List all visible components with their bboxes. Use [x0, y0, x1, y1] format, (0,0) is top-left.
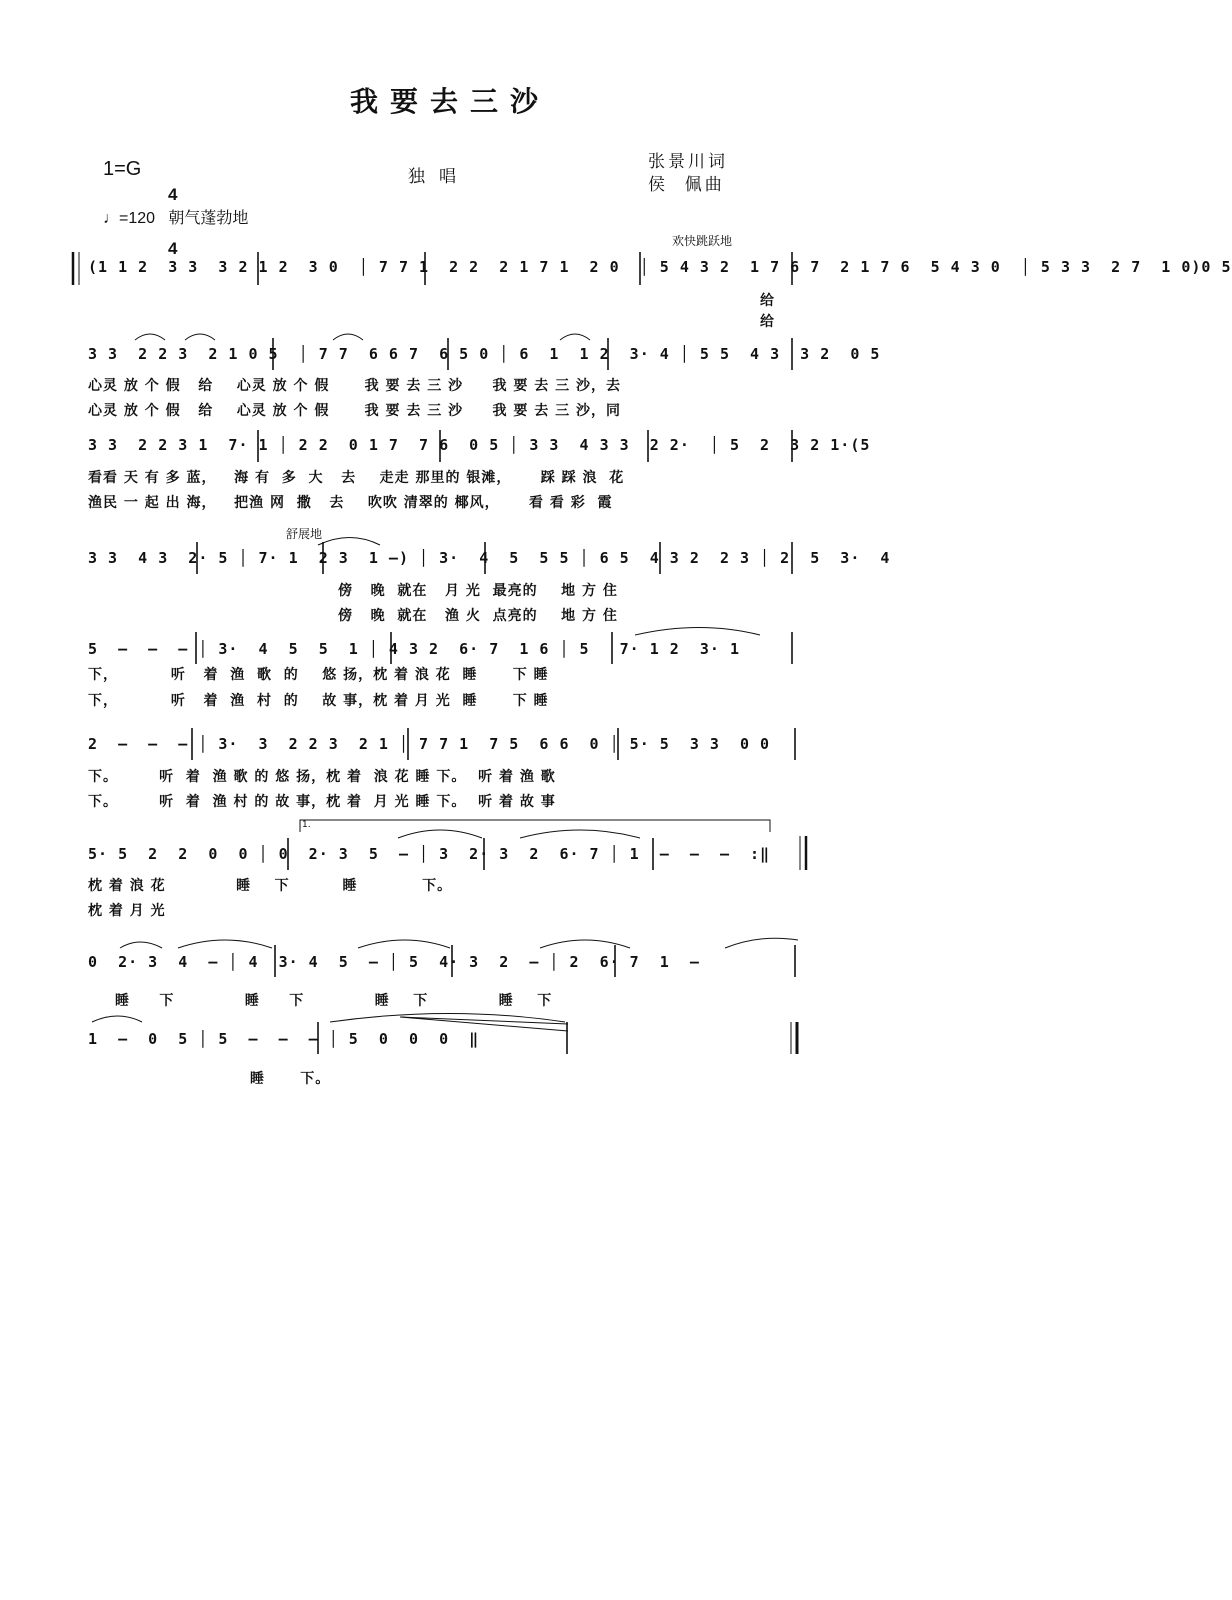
- lyric-line-2a: 心灵 放 个 假 给 心灵 放 个 假 我 要 去 三 沙 我 要 去 三 沙，去: [88, 378, 621, 394]
- slur: [725, 938, 798, 948]
- volta-bracket: [300, 820, 770, 832]
- slur: [398, 830, 482, 838]
- notation-line-8: 0 2· 3 4 – │ 4 3· 4 5 – │ 5 4· 3 2 – │ 2 6· 7 1 –: [88, 953, 700, 971]
- slur: [333, 334, 363, 340]
- slur: [120, 942, 162, 948]
- notation-line-3: 3 3 2 2 3 1 7· 1 │ 2 2 0 1 7 7 6 0 5 │ 3 3 4 3 3 2 2· │ 5 2 3 2 1·(5: [88, 436, 871, 454]
- volta-label: 1.: [302, 820, 311, 830]
- slur: [178, 940, 272, 948]
- expression-lively: 欢快跳跃地: [672, 234, 733, 248]
- slur: [92, 1016, 142, 1022]
- slur: [520, 830, 640, 838]
- song-title: 我要去三沙: [349, 85, 550, 118]
- lyricist-credit: 张景川词: [648, 152, 728, 172]
- lyric-line-5a: 下， 听 着 渔 歌 的 悠 扬，枕 着 浪 花 睡 下 睡: [88, 667, 549, 683]
- notation-line-7: 5· 5 2 2 0 0 │ 0 2· 3 5 – │ 3 2· 3 2 6· 7 │ 1 – – – :‖: [88, 845, 771, 863]
- lyric-line-9a: 睡 下。: [250, 1071, 331, 1087]
- slur: [185, 334, 215, 340]
- composer-credit: 侯 佩曲: [648, 175, 725, 195]
- slur: [540, 940, 630, 948]
- expression-stretch: 舒展地: [286, 527, 323, 541]
- lyric-line-1b: 给: [760, 314, 775, 330]
- lyric-line-5b: 下， 听 着 渔 村 的 故 事，枕 着 月 光 睡 下 睡: [88, 693, 549, 709]
- lyric-line-7b: 枕 着 月 光: [88, 903, 166, 919]
- lyric-line-4a: 傍 晚 就在 月 光 最亮的 地 方 住: [338, 583, 618, 599]
- notation-line-2: 3 3 2 2 3 2 1 0 5 │ 7 7 6 6 7 6 5 0 │ 6 1 1 2 3· 4 │ 5 5 4 3 3 2 0 5: [88, 345, 881, 363]
- performance-type: 独唱: [408, 167, 470, 187]
- notation-line-5: 5 – – – │ 3· 4 5 5 1 │ 4 3 2 6· 7 1 6 │ 5 7· 1 2 3· 1: [88, 640, 740, 658]
- lyric-line-1a: 给: [760, 293, 775, 309]
- lyric-line-8a: 睡 下 睡 下 睡 下 睡 下: [115, 993, 553, 1009]
- lyric-line-6b: 下。 听 着 渔 村 的 故 事，枕 着 月 光 睡 下。 听 着 故 事: [88, 794, 556, 810]
- meter-top: 4: [168, 185, 178, 204]
- slur: [135, 334, 165, 340]
- slur: [358, 940, 450, 948]
- notation-line-1: (1 1 2 3 3 3 2 1 2 3 0 │ 7 7 1 2 2 2 1 7 1 2 0 │ 5 4 3 2 1 7 6 7 2 1 7 6 5 4 3 0 │ 5 3 3 2 7 1 0)0 5: [88, 258, 1232, 276]
- slur: [560, 334, 590, 340]
- slur: [635, 628, 760, 636]
- lyric-line-6a: 下。 听 着 渔 歌 的 悠 扬，枕 着 浪 花 睡 下。 听 着 渔 歌: [88, 769, 556, 785]
- lyric-line-2b: 心灵 放 个 假 给 心灵 放 个 假 我 要 去 三 沙 我 要 去 三 沙，同: [88, 403, 621, 419]
- meter-bottom: 4: [168, 239, 178, 258]
- slur: [318, 538, 380, 546]
- lyric-line-3a: 看看 天 有 多 蓝， 海 有 多 大 去 走走 那里的 银滩， 踩 踩 浪 花: [88, 470, 625, 486]
- tempo-marking: ♩=120 朝气蓬勃地: [103, 210, 249, 227]
- notation-line-4: 3 3 4 3 2· 5 │ 7· 1 2 3 1 –) │ 3· 4 5 5 5 │ 6 5 4 3 2 2 3 │ 2 5 3· 4: [88, 549, 891, 567]
- lyric-line-3b: 渔民 一 起 出 海， 把渔 网 撒 去 吹吹 清翠的 椰风， 看 看 彩 霞: [88, 495, 613, 511]
- key-signature: 1=G: [103, 158, 142, 180]
- notation-line-9: 1 – 0 5 │ 5 – – – │ 5 0 0 0 ‖: [88, 1030, 480, 1048]
- lyric-line-4b: 傍 晚 就在 渔 火 点亮的 地 方 住: [338, 608, 618, 624]
- lyric-line-7a: 枕 着 浪 花 睡 下 睡 下。: [88, 878, 453, 894]
- notation-line-6: 2 – – – │ 3· 3 2 2 3 2 1 │ 7 7 1 7 5 6 6 0 │ 5· 5 3 3 0 0: [88, 735, 771, 753]
